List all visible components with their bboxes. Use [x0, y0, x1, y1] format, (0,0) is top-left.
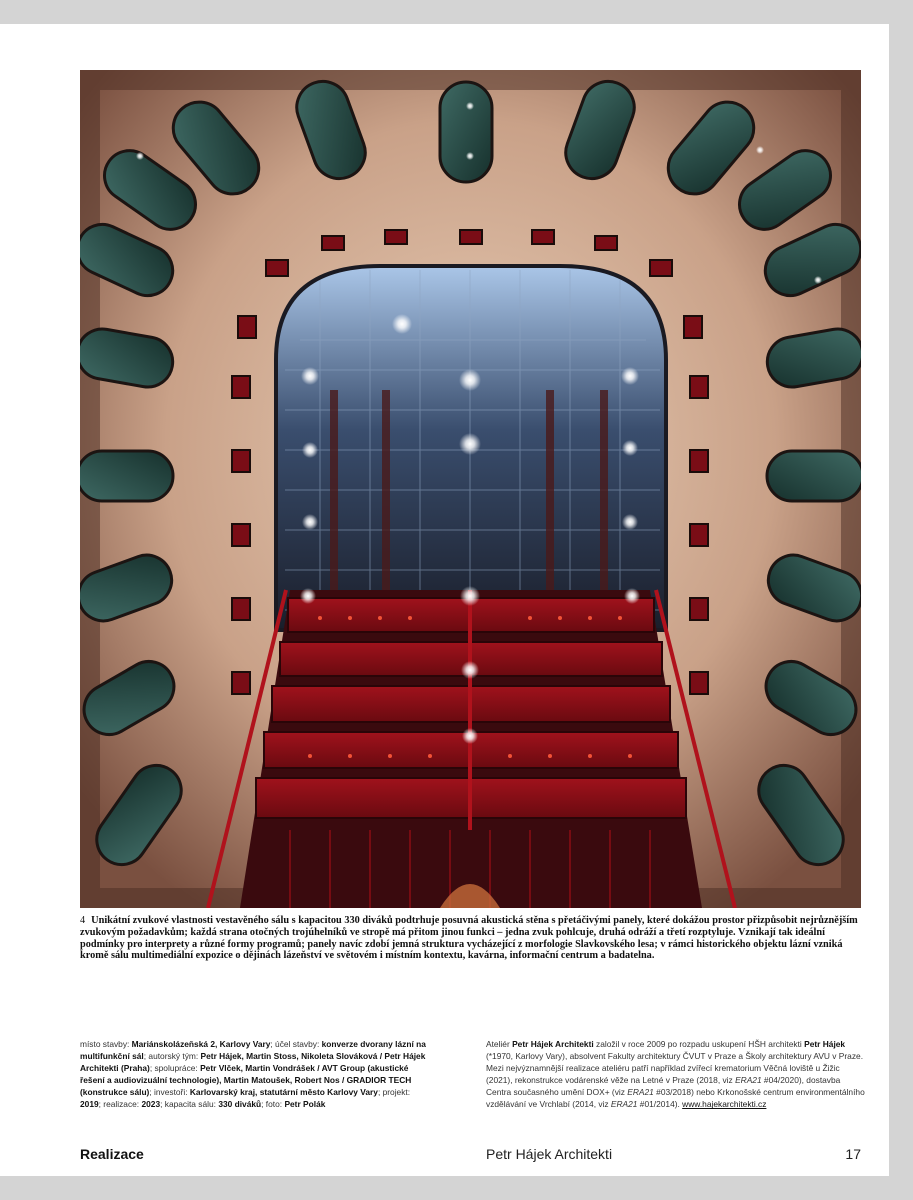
concert-hall-ceiling-photo	[80, 70, 861, 908]
article-title: Petr Hájek Architekti	[486, 1146, 613, 1162]
investor-label: ; investoři:	[149, 1087, 190, 1098]
page-number: 17	[845, 1146, 861, 1162]
coop-label: ; spolupráce:	[149, 1063, 201, 1074]
bio-text: #04/2020), dostavba Centra současného umění DOX+ (viz	[486, 1075, 841, 1098]
bio-text: #01/2014).	[637, 1099, 683, 1110]
photo-value: Petr Polák	[284, 1099, 326, 1110]
photo-label: ; foto:	[261, 1099, 285, 1110]
magazine-page	[0, 24, 889, 1176]
realization-label: ; realizace:	[98, 1099, 142, 1110]
realization-value: 2023	[141, 1099, 161, 1110]
bio-magazine-ref: ERA21	[610, 1099, 638, 1110]
purpose-label: ; účel stavby:	[270, 1039, 322, 1049]
purpose-value: konverze dvorany lázní na multifunkční sál	[80, 1039, 426, 1062]
project-value: 2019	[80, 1099, 99, 1110]
bio-text: Ateliér	[486, 1039, 513, 1049]
bio-magazine-ref: ERA21	[735, 1075, 762, 1086]
site-label: místo stavby:	[80, 1039, 132, 1049]
capacity-value: 330 diváků	[218, 1099, 262, 1110]
bio-text: (*1970, Karlovy Vary), absolvent Fakulty architektury ČVUT v Praze a Školy architektury AVU v Praze. Mezi nejvýznamnější realizace ateliéru patří například zvířecí krematorium Věčná loviště u Žižic (2021), rekonstrukce vodárenské věže na Letné v Praze (2018, viz	[486, 1051, 864, 1086]
photo-caption	[80, 915, 865, 962]
caption-number: 4	[80, 915, 86, 926]
project-label: ; projekt:	[377, 1087, 411, 1098]
website-link[interactable]: www.hajekarchitekti.cz	[682, 1099, 767, 1110]
team-label: ; autorský tým:	[143, 1051, 201, 1062]
studio-bio	[486, 1038, 866, 1111]
bio-architect-name: Petr Hájek	[804, 1039, 846, 1049]
section-name: Realizace	[80, 1146, 144, 1162]
photo-illustration	[80, 70, 861, 908]
investor-value: Karlovarský kraj, statutární město Karlovy Vary	[189, 1087, 378, 1098]
bio-magazine-ref: ERA21	[627, 1087, 654, 1098]
bio-text: založil v roce 2009 po rozpadu uskupení HŠH architekti	[593, 1039, 805, 1049]
coop-value: Petr Vlček, Martin Vondrášek / AVT Group (akustické řešení a audiovizuální technologie), Martin Matoušek, Robert Nos / GRADIOR TECH (konstrukce sálu)	[80, 1063, 412, 1098]
team-value: Petr Hájek, Martin Stoss, Nikoleta Slováková / Petr Hájek Architekti (Praha)	[80, 1051, 426, 1074]
bio-text: #03/2018) nebo Krkonošské centrum environmentálního vzdělávání ve Vrchlabí (2014, viz	[486, 1087, 865, 1110]
capacity-label: ; kapacita sálu:	[160, 1099, 219, 1110]
caption-text: Unikátní zvukové vlastnosti vestavěného sálu s kapacitou 330 diváků podtrhuje posuvná akustická stěna s přetáčivými panely, které dokážou prostor přizpůsobit nejrůznějším zvukovým požadavkům; každá strana otočných trojúhelníků ve stropě má přitom jinou funkci – jedna zvuk pohlcuje, druhá odráží a třetí rozptyluje. Vznikají tak ideální podmínky pro interprety a různé formy programů; panely navíc zdobí jemná struktura vycházející z morfologie Slavkovského lesa; v rámci historického objektu lázní vzniká kromě sálu multimediální expozice o dějinách lázeňství ve světovém i místním kontextu, kavárna, informační centrum a badatelna.	[80, 915, 858, 962]
project-credits	[80, 1038, 430, 1111]
site-value: Mariánskolázeňská 2, Karlovy Vary	[131, 1039, 271, 1049]
bio-studio-name: Petr Hájek Architekti	[512, 1039, 594, 1049]
